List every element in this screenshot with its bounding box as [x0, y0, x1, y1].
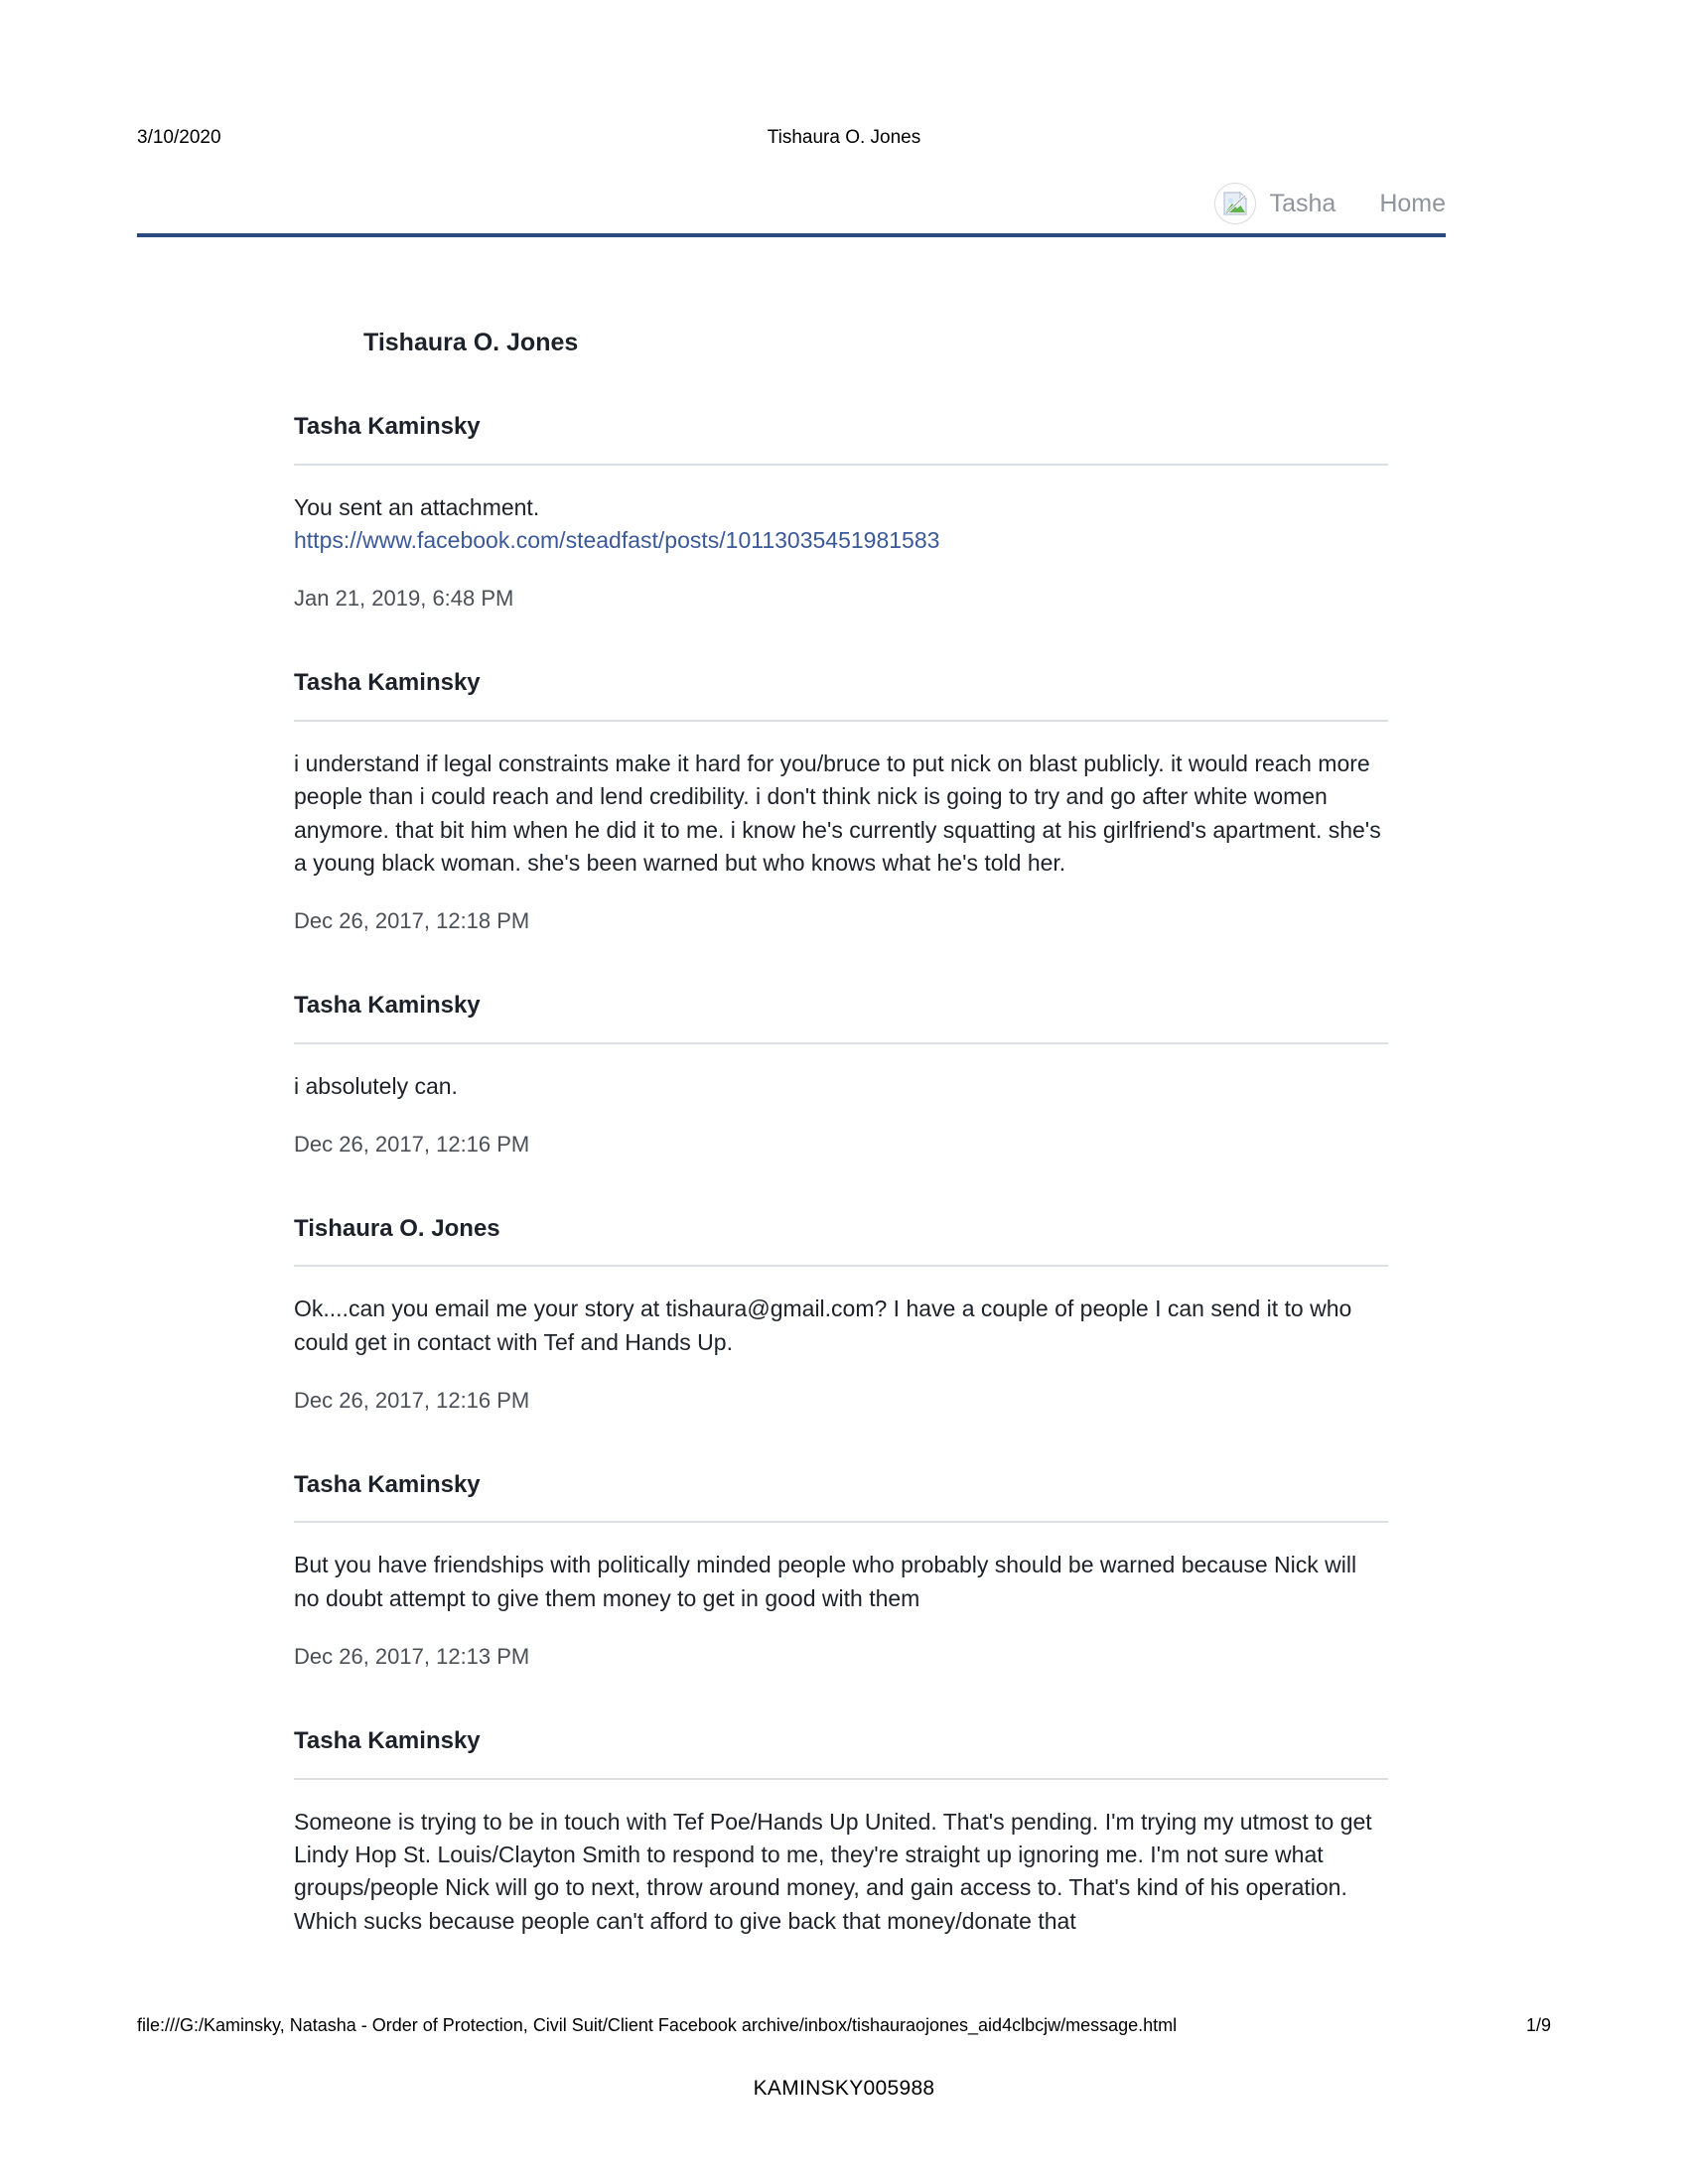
spacer — [294, 936, 1388, 992]
message-item — [294, 1471, 1388, 1672]
message-timestamp: Dec 26, 2017, 12:16 PM — [294, 1131, 530, 1157]
spacer — [294, 1672, 1388, 1727]
message-body: i absolutely can. — [294, 1072, 458, 1099]
navbar-user[interactable] — [1214, 183, 1336, 224]
thread-title: Tishaura O. Jones — [363, 329, 579, 356]
message-body: Ok....can you email me your story at tishaura@gmail.com? I have a couple of people I can send it to who could get in contact with Tef and Hands Up. — [294, 1296, 1352, 1355]
message-body: Someone is trying to be in touch with Tef Poe/Hands Up United. That's pending. I'm trying my utmost to get Lindy Hop St. Louis/Clayton Smith to respond to me, they're straight up ignoring me. I'm not sure what groups/people Nick will go to next, throw around money, and gain access to. That's kind of his operation. Which sucks because people can't afford to give back that money/donate that — [294, 1808, 1372, 1934]
navbar-home-link[interactable]: Home — [1379, 189, 1446, 217]
message-item — [294, 1215, 1388, 1416]
message-separator — [294, 1521, 1388, 1523]
conversation-content — [294, 328, 1388, 1938]
message-sender: Tasha Kaminsky — [294, 1726, 481, 1754]
navbar-right-group — [1214, 182, 1446, 225]
message-separator — [294, 464, 1388, 466]
message-text: You sent an attachment. — [294, 493, 540, 520]
navbar-user-name: Tasha — [1269, 189, 1336, 217]
broken-image-icon — [1214, 183, 1256, 224]
message-sender: Tasha Kaminsky — [294, 1470, 481, 1498]
spacer — [294, 1416, 1388, 1471]
message-body — [294, 491, 1388, 558]
spacer — [294, 614, 1388, 669]
message-item — [294, 992, 1388, 1160]
print-page-number: 1/9 — [1525, 2015, 1551, 2035]
message-body: i understand if legal constraints make it hard for you/bruce to put nick on blast publicly. it would reach more people than i could reach and lend credibility. i don't think nick is going to try and go after white women anymore. that bit him when he did it to me. i know he's currently squatting at his girlfriend's apartment. she's a young black woman. she's been warned but who knows what he's told her. — [294, 750, 1381, 876]
message-sender: Tasha Kaminsky — [294, 991, 481, 1019]
message-item — [294, 669, 1388, 936]
site-navbar — [137, 182, 1446, 237]
message-sender: Tishaura O. Jones — [294, 1214, 500, 1242]
print-header — [137, 127, 1551, 149]
message-sender: Tasha Kaminsky — [294, 413, 481, 440]
message-timestamp: Dec 26, 2017, 12:18 PM — [294, 908, 530, 934]
message-timestamp: Jan 21, 2019, 6:48 PM — [294, 586, 514, 612]
message-sender: Tasha Kaminsky — [294, 669, 481, 697]
message-attachment-link[interactable]: https://www.facebook.com/steadfast/posts/10113035451981583 — [294, 527, 940, 554]
message-timestamp: Dec 26, 2017, 12:13 PM — [294, 1644, 530, 1670]
print-file-path: file:///G:/Kaminsky, Natasha - Order of Protection, Civil Suit/Client Facebook archive/inbox/tishauraojones_aid4clbcjw/message.html — [137, 2015, 1178, 2035]
message-separator — [294, 720, 1388, 722]
spacer — [294, 1160, 1388, 1215]
message-item — [294, 1727, 1388, 1938]
print-footer — [137, 2015, 1551, 2039]
spacer — [294, 357, 1388, 413]
message-separator — [294, 1778, 1388, 1780]
message-item — [294, 413, 1388, 614]
message-body: But you have friendships with politically minded people who probably should be warned because Nick will no doubt attempt to give them money to get in good with them — [294, 1552, 1357, 1611]
message-separator — [294, 1265, 1388, 1267]
print-date: 3/10/2020 — [137, 127, 221, 148]
message-timestamp: Dec 26, 2017, 12:16 PM — [294, 1388, 530, 1414]
message-separator — [294, 1042, 1388, 1044]
print-document-title: Tishaura O. Jones — [767, 127, 921, 148]
bates-stamp: KAMINSKY005988 — [753, 2077, 935, 2100]
